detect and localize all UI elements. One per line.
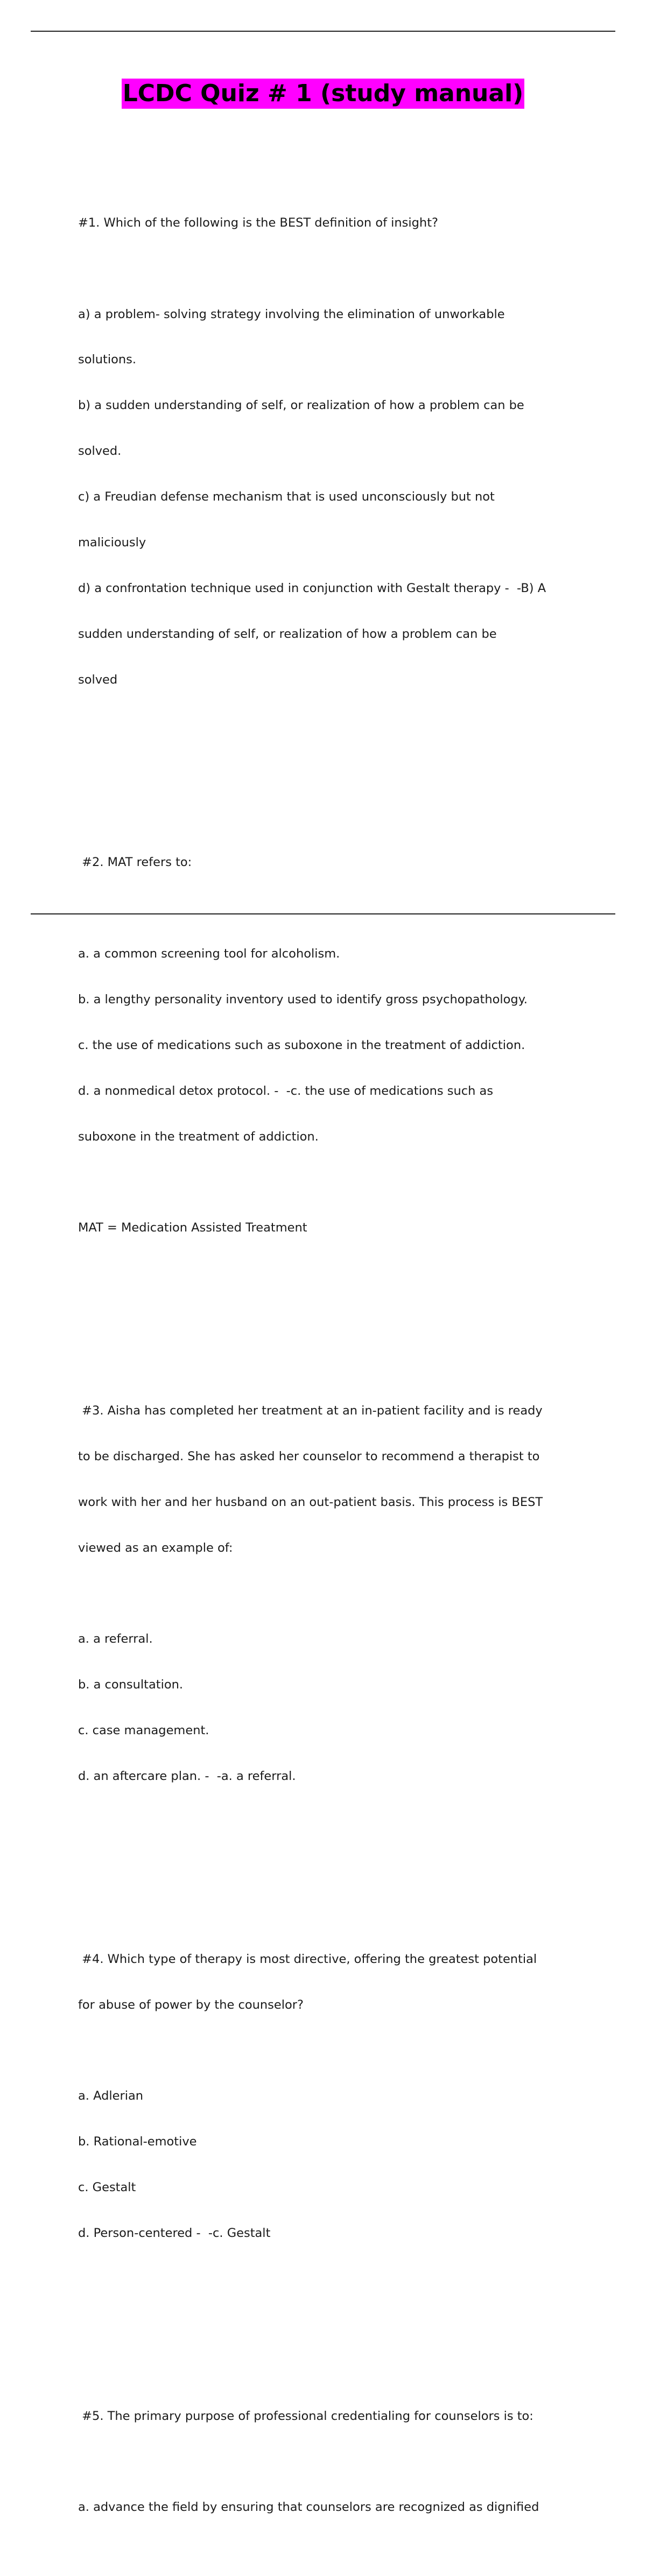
question-3	[78, 1373, 589, 1814]
question-2-line: b. a lengthy personality inventory used to identify gross psychopathology.	[78, 992, 528, 1007]
question-3-line: d. an aftercare plan. - -a. a referral.	[78, 1769, 296, 1784]
question-5-line: a. advance the field by ensuring that counselors are recognized as dignified	[78, 2500, 539, 2515]
question-4-prompt-line: #4. Which type of therapy is most directive, offering the greatest potential	[78, 1952, 537, 1966]
question-2-line: c. the use of medications such as suboxone in the treatment of addiction.	[78, 1038, 525, 1052]
question-1	[78, 185, 589, 717]
question-4-prompt-line: for abuse of power by the counselor?	[78, 1997, 304, 2012]
question-3-line: c. case management.	[78, 1723, 209, 1738]
question-3-line: a. a referral.	[78, 1632, 153, 1646]
question-2-line: d. a nonmedical detox protocol. - -c. the use of medications such as	[78, 1083, 494, 1098]
question-2-prompt: #2. MAT refers to:	[78, 855, 192, 870]
question-3-line: b. a consultation.	[78, 1678, 184, 1692]
question-1-line: solved	[78, 672, 118, 687]
question-1-prompt: #1. Which of the following is the BEST definition of insight?	[78, 215, 438, 230]
bottom-rule	[31, 913, 615, 914]
question-3-prompt-line: #3. Aisha has completed her treatment at an in-patient facility and is ready	[78, 1403, 543, 1418]
question-2-note: MAT = Medication Assisted Treatment	[78, 1221, 307, 1235]
question-3-prompt-line: to be discharged. She has asked her counselor to recommend a therapist to	[78, 1449, 540, 1463]
question-3-prompt-line: viewed as an example of:	[78, 1540, 233, 1555]
question-5	[78, 2378, 589, 2545]
title-container	[0, 79, 646, 109]
question-1-line: a) a problem- solving strategy involving the elimination of unworkable	[78, 307, 505, 321]
quiz-content	[78, 124, 589, 2576]
question-2-line: suboxone in the treatment of addiction.	[78, 1129, 319, 1144]
question-5-prompt: #5. The primary purpose of professional credentialing for counselors is to:	[78, 2409, 533, 2423]
question-1-line: maliciously	[78, 536, 146, 550]
question-1-line: solutions.	[78, 353, 136, 367]
question-1-line: d) a confrontation technique used in conjunction with Gestalt therapy - -B) A	[78, 581, 546, 595]
question-4-line: d. Person-centered - -c. Gestalt	[78, 2226, 271, 2240]
question-4-line: a. Adlerian	[78, 2089, 144, 2103]
question-1-line: b) a sudden understanding of self, or realization of how a problem can be	[78, 398, 524, 413]
question-1-line: sudden understanding of self, or realization of how a problem can be	[78, 627, 497, 641]
question-1-line: c) a Freudian defense mechanism that is used unconsciously but not	[78, 490, 495, 504]
question-2	[78, 825, 589, 1266]
page-title: LCDC Quiz # 1 (study manual)	[122, 79, 525, 109]
question-2-line: a. a common screening tool for alcoholism.	[78, 947, 340, 961]
question-4-line: c. Gestalt	[78, 2180, 136, 2195]
question-4-line: b. Rational-emotive	[78, 2135, 197, 2149]
question-3-prompt-line: work with her and her husband on an out-patient basis. This process is BEST	[78, 1495, 543, 1509]
top-rule	[31, 31, 615, 32]
question-4	[78, 1921, 589, 2271]
question-1-line: solved.	[78, 444, 122, 459]
